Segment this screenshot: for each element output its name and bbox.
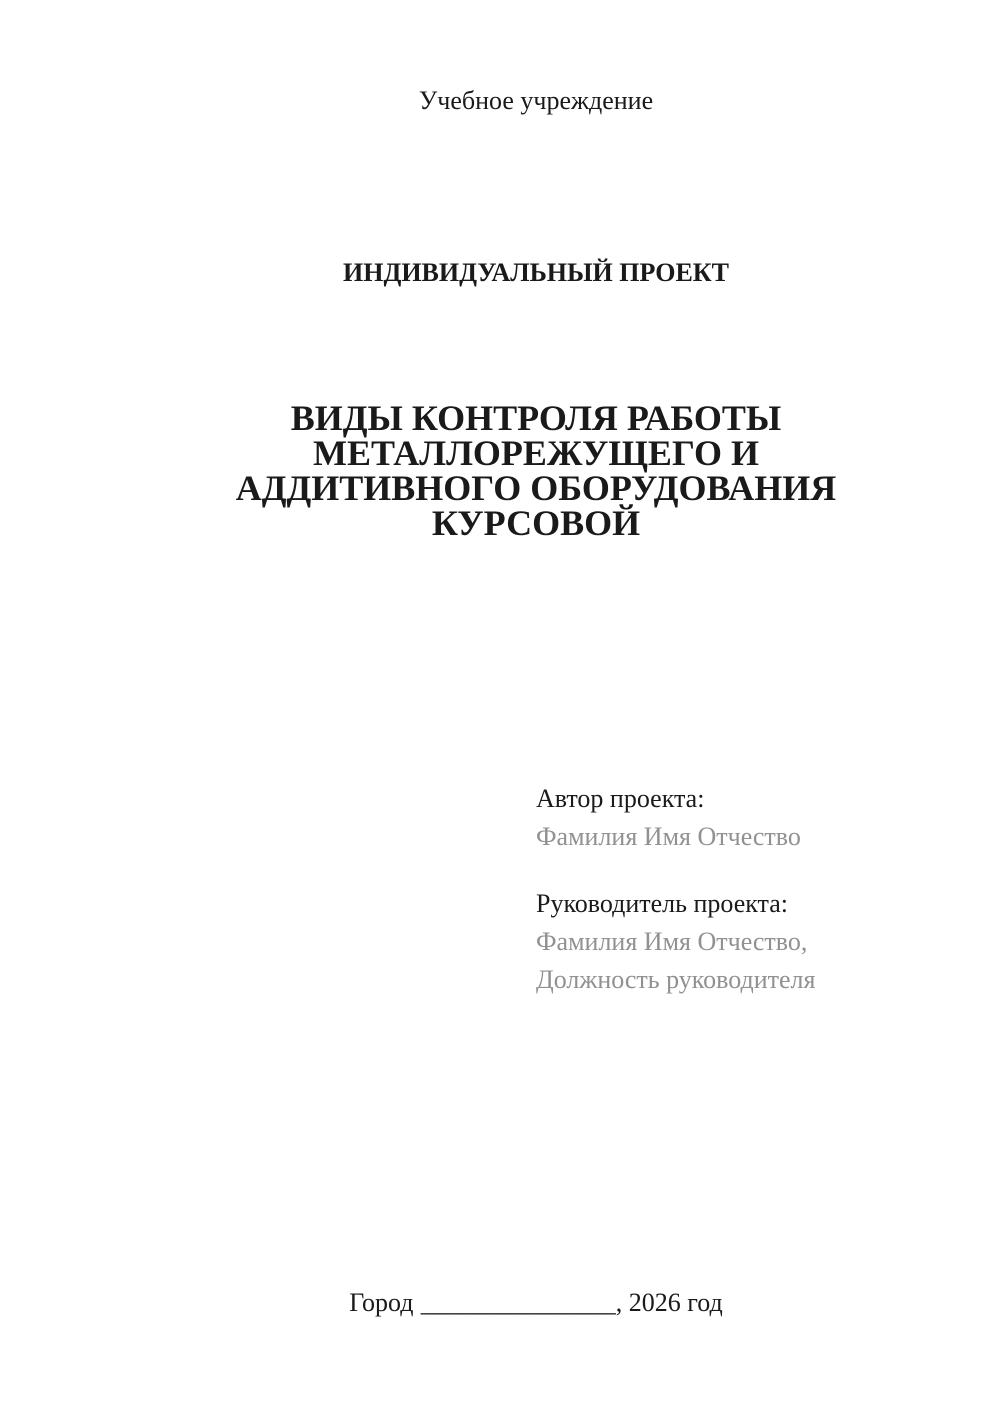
main-title-line-1: ВИДЫ КОНТРОЛЯ РАБОТЫ <box>290 398 782 438</box>
city-year-line <box>136 1288 936 1318</box>
supervisor-position-placeholder: Должность руководителя <box>536 965 816 994</box>
main-title-line-4: КУРСОВОЙ <box>431 503 641 543</box>
supervisor-label: Руководитель проекта: <box>536 889 789 918</box>
main-title-line-2: МЕТАЛЛОРЕЖУЩЕГО И <box>313 433 759 473</box>
year-text: , 2026 год <box>615 1288 723 1317</box>
main-title <box>136 398 936 543</box>
supervisor-name-placeholder: Фамилия Имя Отчество, <box>536 927 808 956</box>
city-label: Город <box>349 1288 414 1317</box>
supervisor-block <box>536 885 815 999</box>
author-label: Автор проекта: <box>536 784 705 813</box>
author-name-placeholder: Фамилия Имя Отчество <box>536 822 801 851</box>
institution-line: Учебное учреждение <box>418 86 654 115</box>
main-title-line-3: АДДИТИВНОГО ОБОРУДОВАНИЯ <box>235 468 837 508</box>
project-type-heading: ИНДИВИДУАЛЬНЫЙ ПРОЕКТ <box>343 258 729 287</box>
city-blank-line: _______________ <box>420 1288 616 1317</box>
author-block <box>536 780 801 856</box>
